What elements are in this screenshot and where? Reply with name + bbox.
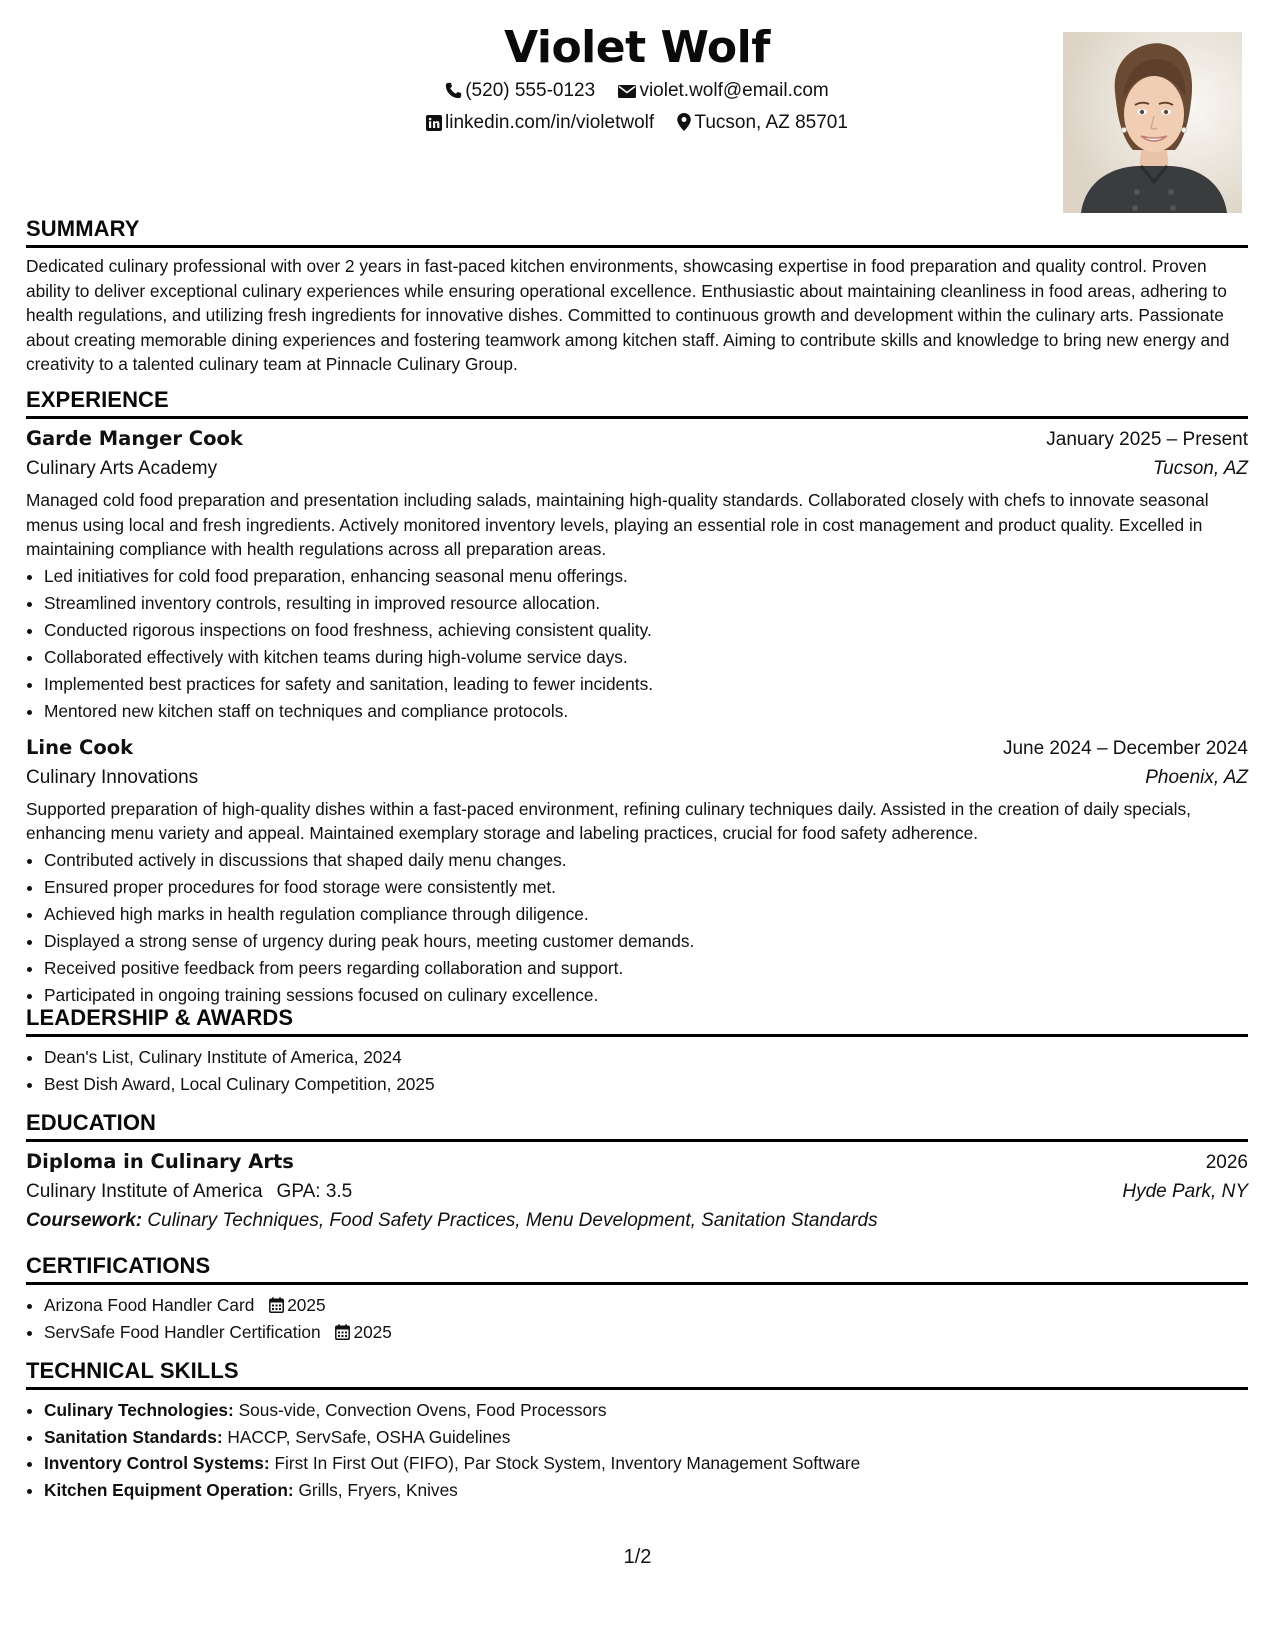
cert-year: 2025 <box>353 1321 392 1342</box>
list-item: • Ensured proper procedures for food storage were consistently met. <box>44 874 1248 901</box>
list-item: • Contributed actively in discussions that shaped daily menu changes. <box>44 847 1248 874</box>
map-pin-icon <box>677 113 691 131</box>
contact-linkedin[interactable] <box>426 112 654 134</box>
phone-icon <box>445 82 462 99</box>
linkedin-text: linkedin.com/in/violetwolf <box>445 112 655 133</box>
experience-heading: EXPERIENCE <box>26 387 1248 419</box>
coursework-label: Coursework: <box>26 1210 143 1231</box>
skill-category: Sanitation Standards: <box>44 1426 223 1447</box>
job-location: Phoenix, AZ <box>1145 766 1248 788</box>
calendar-icon <box>269 1297 284 1313</box>
list-item <box>44 1397 1248 1424</box>
job-description: Supported preparation of high-quality dishes within a fast-paced environment, refining culinary techniques daily. Assisted in the creation of daily specials, enhancing menu variety and appeal. Maintained exemplary storage and labeling practices, crucial for food safety adherence. <box>26 798 1191 843</box>
job-location: Tucson, AZ <box>1152 458 1248 479</box>
experience-section <box>26 387 1248 1009</box>
list-item: • Collaborated effectively with kitchen teams during high-volume service days. <box>44 644 1248 671</box>
job-company: Culinary Innovations <box>26 766 199 788</box>
gpa: GPA: 3.5 <box>276 1181 353 1202</box>
skills-section <box>26 1358 1248 1503</box>
list-item <box>44 1319 1248 1346</box>
summary-text: Dedicated culinary professional with over 2 years in fast-paced kitchen environments, showcasing expertise in food preparation and quality control. Proven ability to deliver exceptional culinary experiences while ensuring operational excellence. Enthusiastic about maintaining cleanliness in food areas, adhering to health regulations, and utilizing fresh ingredients for innovative dishes. Committed to continuous growth and development within the culinary arts. Passionate about creating memorable dining experiences and fostering teamwork among kitchen staff. Aiming to contribute skills and knowledge to bring new energy and creativity to a talented culinary team at Pinnacle Culinary Group. <box>26 256 1230 374</box>
cert-name: Arizona Food Handler Card <box>44 1295 255 1315</box>
coursework <box>26 1210 1248 1232</box>
skills-heading: TECHNICAL SKILLS <box>26 1358 1248 1390</box>
cert-year: 2025 <box>287 1295 326 1315</box>
candidate-name: Violet Wolf <box>504 22 770 73</box>
email-text: violet.wolf@email.com <box>639 80 829 101</box>
list-item: • Led initiatives for cold food preparation, enhancing seasonal menu offerings. <box>44 563 1248 590</box>
certifications-list <box>26 1292 1248 1345</box>
list-item <box>44 1292 1248 1319</box>
job-description: Managed cold food preparation and presentation including salads, maintaining high-quality standards. Collaborated closely with chefs to innovate seasonal menus using local and fresh ingredients. Actively monitored inventory levels, playing an essential role in cost management and product quality. Excelled in maintaining compliance with health regulations across all preparation areas. <box>26 490 1209 559</box>
list-item: • Best Dish Award, Local Culinary Competition, 2025 <box>44 1071 1248 1098</box>
summary-heading: SUMMARY <box>26 216 1248 248</box>
list-item: • Achieved high marks in health regulation compliance through diligence. <box>44 901 1248 928</box>
skill-values: Sous-vide, Convection Ovens, Food Processors <box>238 1400 607 1420</box>
summary-section <box>26 216 1248 377</box>
contact-email[interactable] <box>618 80 828 102</box>
skill-category: Inventory Control Systems: <box>44 1453 270 1473</box>
page-number: 1/2 <box>623 1546 652 1568</box>
cert-name: ServSafe Food Handler Certification <box>44 1321 321 1342</box>
job-title: Line Cook <box>26 735 134 759</box>
education-heading: EDUCATION <box>26 1110 1248 1142</box>
skill-values: HACCP, ServSafe, OSHA Guidelines <box>227 1426 511 1447</box>
list-item: • Mentored new kitchen staff on techniques and compliance protocols. <box>44 698 1248 725</box>
list-item: • Dean's List, Culinary Institute of America, 2024 <box>44 1044 1248 1071</box>
skill-category: Kitchen Equipment Operation: <box>44 1479 294 1500</box>
leadership-list <box>26 1044 1248 1097</box>
school-location: Hyde Park, NY <box>1122 1181 1248 1202</box>
skill-values: First In First Out (FIFO), Par Stock System, Inventory Management Software <box>274 1453 861 1473</box>
job-bullets <box>26 563 1248 725</box>
school-name: Culinary Institute of America <box>26 1181 263 1202</box>
graduation-year: 2026 <box>1205 1152 1248 1173</box>
skill-values: Grills, Fryers, Knives <box>298 1479 458 1500</box>
leadership-heading: LEADERSHIP & AWARDS <box>26 1005 1248 1037</box>
leadership-section <box>26 1005 1248 1097</box>
list-item: • Displayed a strong sense of urgency during peak hours, meeting customer demands. <box>44 928 1248 955</box>
profile-photo <box>1063 32 1242 213</box>
job-company: Culinary Arts Academy <box>26 458 218 479</box>
job-dates: June 2024 – December 2024 <box>1002 737 1248 759</box>
list-item: • Streamlined inventory controls, resulting in improved resource allocation. <box>44 590 1248 617</box>
list-item <box>44 1424 1248 1451</box>
skill-category: Culinary Technologies: <box>44 1400 234 1420</box>
envelope-icon <box>618 84 636 99</box>
job-bullets <box>26 847 1248 1009</box>
resume-page <box>26 0 1248 1650</box>
list-item: • Participated in ongoing training sessions focused on culinary excellence. <box>44 982 1248 1009</box>
contact-phone[interactable] <box>445 80 595 102</box>
location-text: Tucson, AZ 85701 <box>694 112 848 133</box>
calendar-icon <box>335 1324 350 1340</box>
linkedin-icon <box>426 115 442 131</box>
list-item: • Received positive feedback from peers regarding collaboration and support. <box>44 955 1248 982</box>
list-item <box>44 1477 1248 1504</box>
job-title: Garde Manger Cook <box>26 427 243 450</box>
job-entry <box>26 427 1248 725</box>
list-item: • Conducted rigorous inspections on food freshness, achieving consistent quality. <box>44 617 1248 644</box>
certifications-heading: CERTIFICATIONS <box>26 1253 1248 1285</box>
phone-text: (520) 555-0123 <box>465 80 596 101</box>
certifications-section <box>26 1253 1248 1345</box>
education-section <box>26 1110 1248 1232</box>
job-dates: January 2025 – Present <box>1046 429 1248 450</box>
skills-list <box>26 1397 1248 1503</box>
contact-location <box>677 112 848 134</box>
list-item <box>44 1450 1248 1477</box>
job-entry <box>26 736 1248 1009</box>
degree-title: Diploma in Culinary Arts <box>26 1150 294 1173</box>
list-item: • Implemented best practices for safety and sanitation, leading to fewer incidents. <box>44 671 1248 698</box>
coursework-list: Culinary Techniques, Food Safety Practices, Menu Development, Sanitation Standards <box>147 1210 878 1231</box>
